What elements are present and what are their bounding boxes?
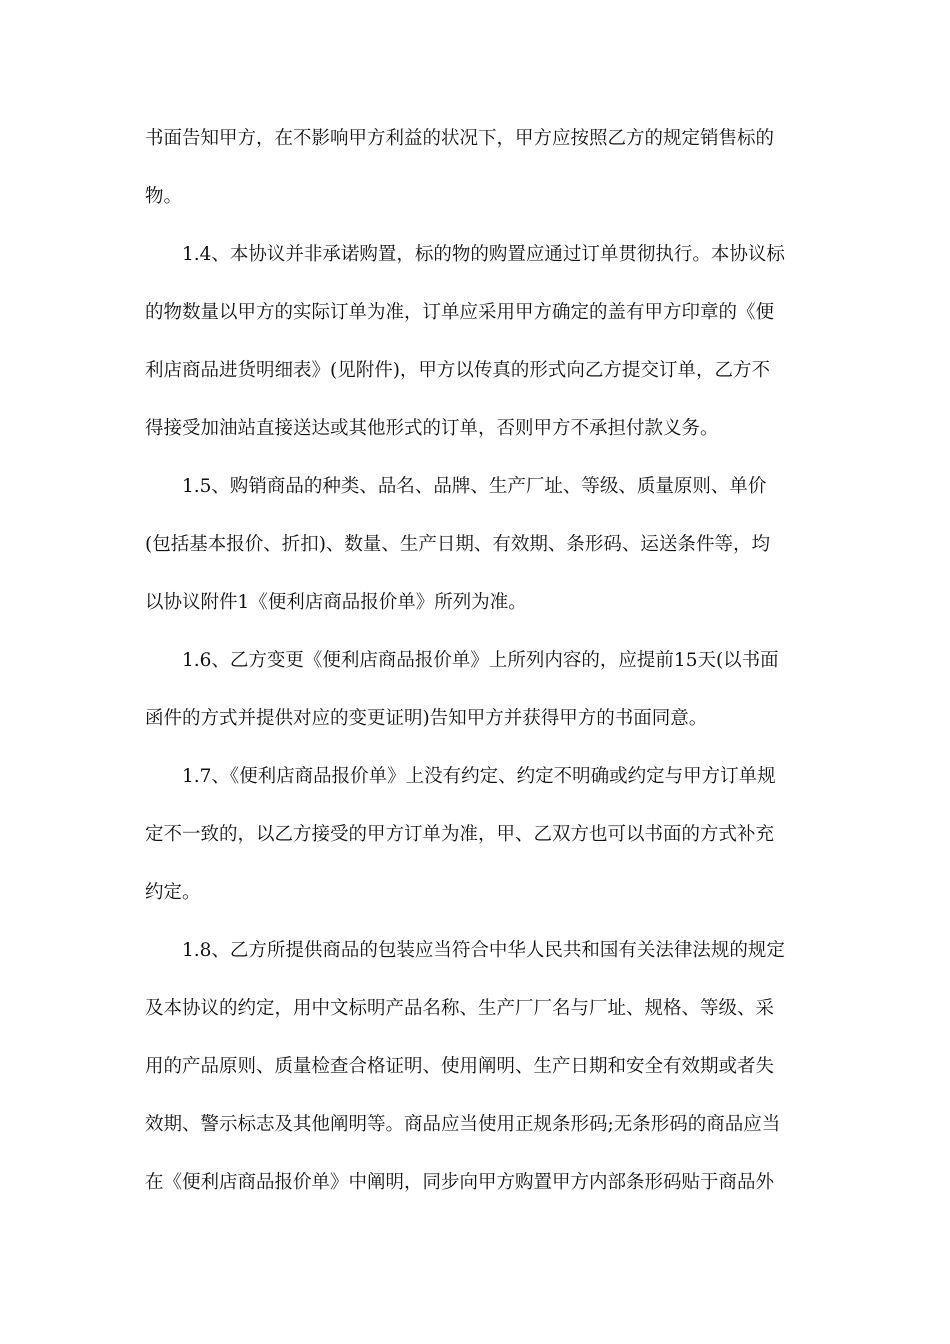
paragraph-1-5-line-3: 以协议附件1《便利店商品报价单》所列为准。 [145,592,527,613]
text-line-1: 书面告知甲方，在不影响甲方利益的状况下，甲方应按照乙方的规定销售标的 [145,128,775,149]
paragraph-1-7-line-1: 1.7、《便利店商品报价单》上没有约定、约定不明确或约定与甲方订单规 [182,766,776,787]
text-line-2: 物。 [145,186,183,207]
paragraph-1-7-line-2: 定不一致的，以乙方接受的甲方订单为准，甲、乙双方也可以书面的方式补充 [145,824,775,845]
paragraph-1-5-line-2: (包括基本报价、折扣)、数量、生产日期、有效期、条形码、运送条件等，均 [145,534,770,555]
paragraph-1-7-line-3: 约定。 [145,882,201,903]
paragraph-1-4-line-2: 的物数量以甲方的实际订单为准，订单应采用甲方确定的盖有甲方印章的《便 [145,302,775,323]
paragraph-1-6-line-1: 1.6、乙方变更《便利店商品报价单》上所列内容的，应提前15天(以书面 [182,650,779,671]
paragraph-1-4-line-3: 利店商品进货明细表》(见附件)，甲方以传真的形式向乙方提交订单，乙方不 [145,360,770,381]
paragraph-1-5-line-1: 1.5、购销商品的种类、品名、品牌、生产厂址、等级、质量原则、单价 [182,476,767,497]
paragraph-1-8-line-3: 用的产品原则、质量检查合格证明、使用阐明、生产日期和安全有效期或者失 [145,1056,775,1077]
paragraph-1-6-line-2: 函件的方式并提供对应的变更证明)告知甲方并获得甲方的书面同意。 [145,708,708,729]
paragraph-1-8-line-5: 在《便利店商品报价单》中阐明，同步向甲方购置甲方内部条形码贴于商品外 [145,1172,775,1193]
paragraph-1-8-line-1: 1.8、乙方所提供商品的包装应当符合中华人民共和国有关法律法规的规定 [182,940,785,961]
paragraph-1-4-line-4: 得接受加油站直接送达或其他形式的订单，否则甲方不承担付款义务。 [145,418,719,439]
paragraph-1-4-line-1: 1.4、本协议并非承诺购置，标的物的购置应通过订单贯彻执行。本协议标 [182,244,785,265]
paragraph-1-8-line-4: 效期、警示标志及其他阐明等。商品应当使用正规条形码;无条形码的商品应当 [145,1114,781,1135]
paragraph-1-8-line-2: 及本协议的约定，用中文标明产品名称、生产厂厂名与厂址、规格、等级、采 [145,998,775,1019]
